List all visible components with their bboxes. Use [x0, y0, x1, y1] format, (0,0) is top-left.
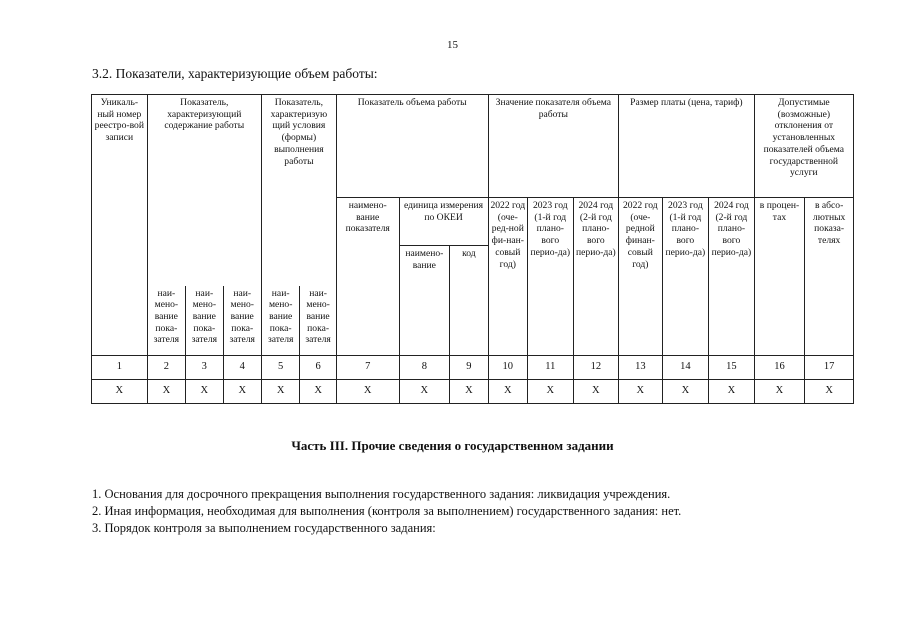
- x-cell: Х: [399, 380, 450, 404]
- x-cell: Х: [336, 380, 399, 404]
- header-deviation: Допустимые (возможные) отклонения от установленных показателей объема государственной услуги: [754, 95, 853, 198]
- subheader-2023: 2023 год (1-й год плано-вого перио-да): [528, 198, 574, 356]
- subheader-unit-name: наимено-вание: [399, 246, 450, 356]
- x-cell: Х: [805, 380, 854, 404]
- x-cell: Х: [662, 380, 709, 404]
- page-number: 15: [447, 39, 458, 51]
- subheader-pay-2023: 2023 год (1-й год плано-вого перио-да): [662, 198, 709, 356]
- x-cell: Х: [450, 380, 488, 404]
- column-number: 2: [147, 356, 185, 380]
- x-cell: Х: [573, 380, 619, 404]
- subheader-pay-2022: 2022 год (оче-редной финан-совый год): [619, 198, 663, 356]
- note-item: 1. Основания для досрочного прекращения выполнения государственного задания: ликвидация учреждения.: [92, 487, 671, 501]
- column-number: 3: [186, 356, 223, 380]
- x-cell: Х: [528, 380, 574, 404]
- column-number: 15: [709, 356, 755, 380]
- x-cell: Х: [186, 380, 223, 404]
- column-number: 9: [450, 356, 488, 380]
- column-number: 17: [805, 356, 854, 380]
- header-payment-size: Размер платы (цена, тариф): [619, 95, 755, 198]
- x-cell: Х: [488, 380, 527, 404]
- column-number: 6: [300, 356, 336, 380]
- subheader-absolute: в абсо-лютных показа-телях: [805, 198, 854, 356]
- subheader-unit: единица измерения по ОКЕИ: [399, 198, 488, 246]
- column-number: 5: [261, 356, 299, 380]
- column-number: 10: [488, 356, 527, 380]
- notes-list: [92, 486, 681, 537]
- header-unique-number: Уникаль-ный номер реестро-вой записи: [92, 95, 148, 356]
- x-cell: Х: [223, 380, 261, 404]
- name-cell: наи-мено-вание пока-зателя: [300, 286, 336, 356]
- subheader-pay-2024: 2024 год (2-й год плано-вого перио-да): [709, 198, 755, 356]
- x-cell: Х: [709, 380, 755, 404]
- x-cell: Х: [300, 380, 336, 404]
- header-indicator-conditions: Показатель, характеризую щий условия (формы) выполнения работы: [261, 95, 336, 286]
- header-indicator-content: Показатель, характеризующий содержание работы: [147, 95, 261, 286]
- column-number: 4: [223, 356, 261, 380]
- column-number-row: [92, 356, 854, 380]
- subheader-2024: 2024 год (2-й год плано-вого перио-да): [573, 198, 619, 356]
- column-number: 7: [336, 356, 399, 380]
- x-cell: Х: [147, 380, 185, 404]
- note-item: 3. Порядок контроля за выполнением государственного задания:: [92, 521, 436, 535]
- x-row: [92, 380, 854, 404]
- column-number: 16: [754, 356, 805, 380]
- column-number: 14: [662, 356, 709, 380]
- column-number: 12: [573, 356, 619, 380]
- subheader-percent: в процен-тах: [754, 198, 805, 356]
- subheader-unit-code: код: [450, 246, 488, 356]
- name-cell: наи-мено-вание пока-зателя: [186, 286, 223, 356]
- x-cell: Х: [619, 380, 663, 404]
- part-title: Часть III. Прочие сведения о государственном задании: [291, 438, 614, 453]
- subheader-2022: 2022 год (оче-ред-ной фи-нан-совый год): [488, 198, 527, 356]
- work-volume-table: [91, 94, 854, 404]
- section-title: 3.2. Показатели, характеризующие объем работы:: [92, 66, 378, 81]
- name-cell: наи-мено-вание пока-зателя: [223, 286, 261, 356]
- column-number: 1: [92, 356, 148, 380]
- column-number: 11: [528, 356, 574, 380]
- subheader-indicator-name: наимено-вание показателя: [336, 198, 399, 356]
- note-item: 2. Иная информация, необходимая для выполнения (контроля за выполнением) государственного задания: нет.: [92, 504, 682, 518]
- column-number: 13: [619, 356, 663, 380]
- name-cell: наи-мено-вание пока-зателя: [261, 286, 299, 356]
- x-cell: Х: [261, 380, 299, 404]
- column-number: 8: [399, 356, 450, 380]
- header-volume-value: Значение показателя объема работы: [488, 95, 619, 198]
- name-cell: наи-мено-вание пока-зателя: [147, 286, 185, 356]
- header-volume-indicator: Показатель объема работы: [336, 95, 488, 198]
- x-cell: Х: [754, 380, 805, 404]
- x-cell: Х: [92, 380, 148, 404]
